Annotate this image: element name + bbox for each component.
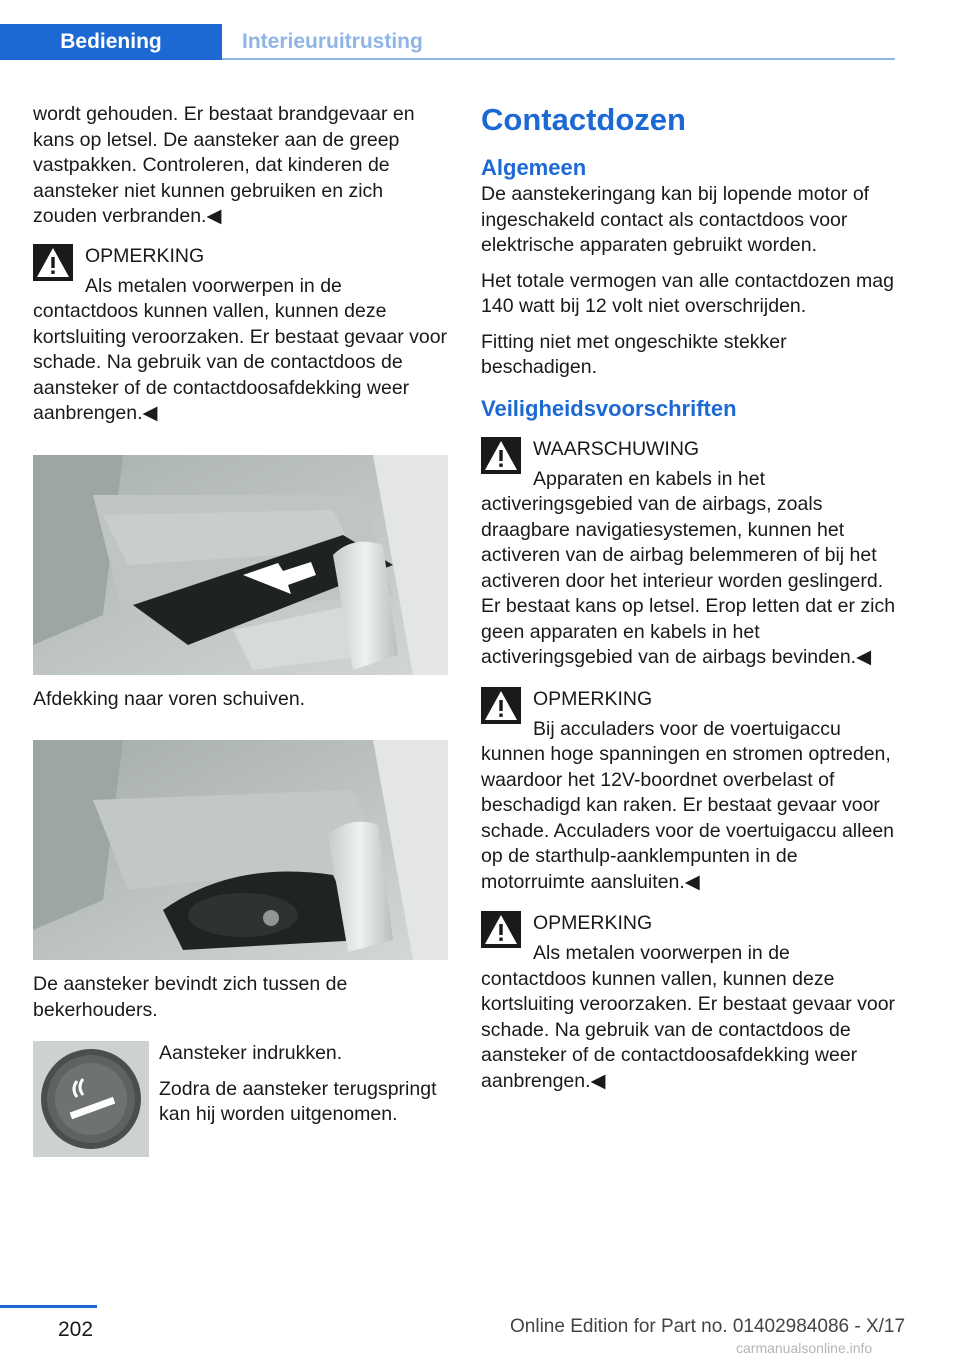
edition-text: Online Edition for Part no. 01402984086 - X/17	[510, 1316, 906, 1337]
right-column	[481, 102, 897, 1108]
warning-title: WAARSCHUWING	[533, 437, 700, 460]
safety-heading: Veiligheidsvoorschriften	[481, 395, 737, 421]
tab-bediening[interactable]: Bediening	[0, 24, 222, 60]
note-box-charger	[481, 685, 897, 896]
warning-icon	[481, 911, 521, 948]
console-cover-photo	[33, 455, 448, 675]
cupholders-photo	[33, 740, 448, 960]
warning-box	[481, 435, 897, 671]
section-title: Contactdozen	[481, 102, 686, 137]
intro-paragraph: wordt gehouden. Er bestaat brandgevaar en kans op letsel. De aansteker aan de greep vastpakken. Controleren, dat kinderen de aansteker niet kunnen gebruiken en zich zouden verbranden.◀	[33, 103, 415, 227]
warning-icon	[481, 437, 521, 474]
footer-rule	[0, 1305, 97, 1308]
warning-icon	[481, 687, 521, 724]
note-title: OPMERKING	[533, 912, 653, 934]
photo-caption-1: Afdekking naar voren schuiven.	[33, 687, 306, 710]
note-box	[33, 242, 448, 427]
page-number: 202	[58, 1318, 94, 1341]
watermark: carmanualsonline.info	[736, 1340, 873, 1356]
general-paragraph-1: De aanstekeringang kan bij lopende motor of ingeschakeld contact als contactdoos voor elektrische apparaten gebruikt worden.	[481, 183, 870, 256]
lighter-instruction	[33, 1041, 448, 1161]
tab-interieuruitrusting[interactable]: Interieuruitrusting	[242, 30, 423, 53]
note-text: Als metalen voorwerpen in de contactdoos kunnen vallen, kunnen deze kortsluiting veroorzaken. Er bestaat gevaar voor schade. Na gebruik van de contactdoos de aansteker of de contactdoosafdekking weer aanbrengen.◀	[481, 942, 896, 1092]
note-box-socket	[481, 909, 897, 1094]
left-column	[33, 102, 448, 1161]
lighter-step-2: Zodra de aansteker terugspringt kan hij worden uitgenomen.	[159, 1077, 437, 1125]
note-text: Als metalen voorwerpen in de contactdoos kunnen vallen, kunnen deze kortsluiting veroorzaken. Er bestaat gevaar voor schade. Na gebruik van de contactdoos de aansteker of de contactdoosafdekking weer aanbrengen.◀	[33, 274, 448, 424]
note-title: OPMERKING	[85, 244, 205, 267]
general-heading: Algemeen	[481, 155, 587, 180]
lighter-step-1: Aansteker indrukken.	[159, 1042, 343, 1064]
cigarette-lighter-icon	[33, 1041, 149, 1157]
warning-text: Apparaten en kabels in het activeringsgebied van de airbags, zoals draagbare navigatiesystemen, kunnen het activeren van de airbag belemmeren of bij het activeren door het interieur worden geslingerd. Er bestaat kans op letsel. Erop letten dat er zich geen apparaten en kabels in het activeringsgebied van de airbags bevinden.◀	[481, 467, 896, 668]
general-paragraph-3: Fitting niet met ongeschikte stekker beschadigen.	[481, 330, 787, 378]
note-title: OPMERKING	[533, 687, 653, 710]
photo-caption-2: De aansteker bevindt zich tussen de bekerhouders.	[33, 973, 348, 1021]
warning-icon	[33, 244, 73, 281]
chapter-tabs	[0, 24, 895, 62]
note-text: Bij acculaders voor de voertuigaccu kunnen hoge spanningen en stromen optreden, waardoor het 12V-boordnet overbelast of beschadigd kan raken. Er bestaat gevaar voor schade. Acculaders voor de voertuigaccu alleen op de starthulp-aanklempunten in de motorruimte aansluiten.◀	[481, 717, 895, 893]
tab-underline	[222, 58, 895, 60]
general-paragraph-2: Het totale vermogen van alle contactdozen mag 140 watt bij 12 volt niet overschrijden.	[481, 269, 894, 317]
lighter-text	[159, 1041, 459, 1138]
